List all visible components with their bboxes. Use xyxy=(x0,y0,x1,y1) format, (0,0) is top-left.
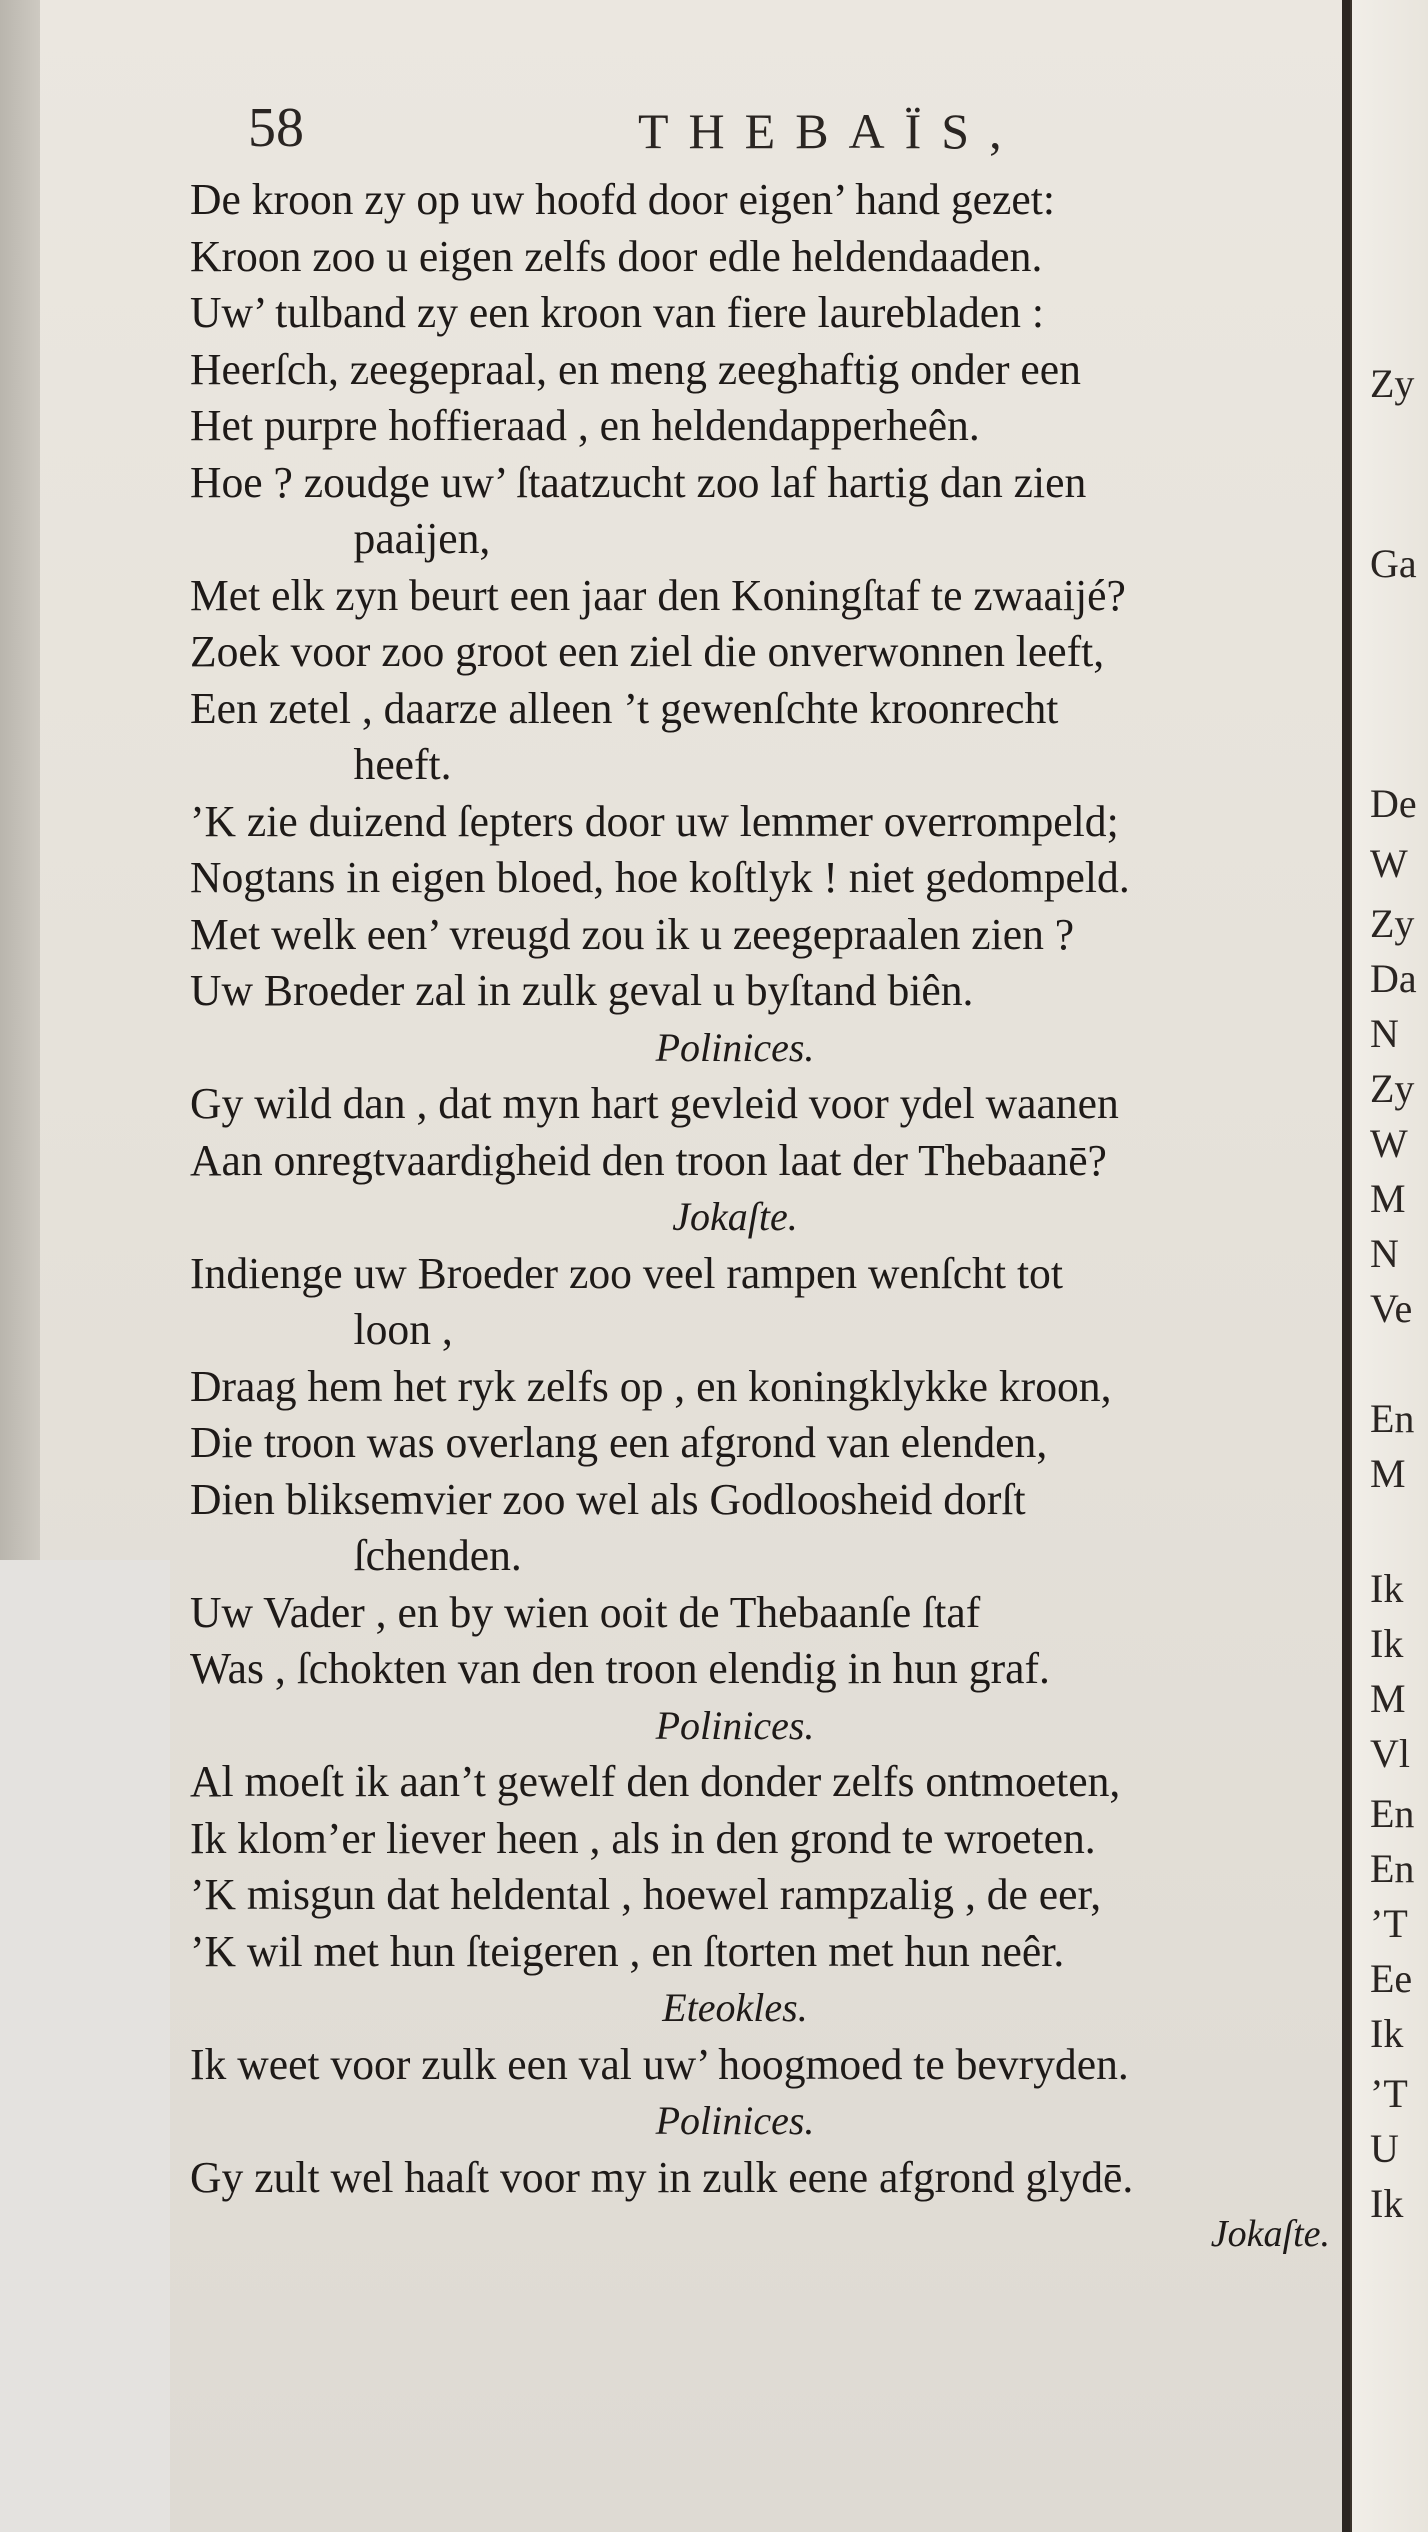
facing-page-fragment: Ik xyxy=(1370,2011,1404,2056)
facing-page-fragment: ’T xyxy=(1370,2071,1408,2116)
verse-line: Draag hem het ryk zelfs op , en koningklykke kroon, xyxy=(190,1361,1112,1411)
facing-page-fragment: N xyxy=(1370,1231,1399,1276)
facing-page-fragment: Da xyxy=(1370,956,1417,1001)
facing-page-fragment: En xyxy=(1370,1791,1415,1836)
facing-page-text xyxy=(1360,0,1428,2532)
verse-line: Een zetel , daarze alleen ’t gewenſchte kroonrecht xyxy=(190,683,1059,733)
facing-page-fragment: En xyxy=(1370,1846,1415,1891)
verse-line-continuation: ſchenden. xyxy=(353,1531,522,1580)
verse-line: Uw Vader , en by wien ooit de Thebaanſe ſtaf xyxy=(190,1587,981,1637)
facing-page-fragment: Zy xyxy=(1370,901,1415,946)
verse-line: De kroon zy op uw hoofd door eigen’ hand gezet: xyxy=(190,175,1055,224)
verse-line: Uw Broeder zal in zulk geval u byſtand biên. xyxy=(190,966,974,1015)
verse-line: Het purpre hoffieraad , en heldendapperheên. xyxy=(190,401,980,450)
verse-line: ’K misgun dat heldental , hoewel rampzalig , de eer, xyxy=(190,1870,1102,1919)
verse-line: Was , ſchokten van den troon elendig in hun graf. xyxy=(190,1644,1050,1693)
verse-line: Al moeſt ik aan’t gewelf den donder zelfs ontmoeten, xyxy=(190,1757,1121,1806)
page-number: 58 xyxy=(248,97,304,159)
facing-page-fragment: Zy xyxy=(1370,361,1415,406)
facing-page-fragment: Vl xyxy=(1370,1731,1410,1776)
facing-page-fragment: M xyxy=(1370,1451,1406,1496)
facing-page-fragment: Ik xyxy=(1370,1566,1404,1611)
verse-line: ’K wil met hun ſteigeren , en ſtorten met hun neêr. xyxy=(190,1926,1065,1976)
verse-line: Nogtans in eigen bloed, hoe koſtlyk ! niet gedompeld. xyxy=(190,853,1130,902)
speaker-name: Jokaſte. xyxy=(672,1194,798,1239)
facing-page-fragment: Ik xyxy=(1370,1621,1404,1666)
verse-line-continuation: heeft. xyxy=(353,740,452,789)
verse-line: Heerſch, zeegepraal, en meng zeeghaftig onder een xyxy=(190,344,1081,394)
facing-page-fragment: N xyxy=(1370,1011,1399,1056)
verse-line-continuation: loon , xyxy=(353,1305,453,1354)
verse-line: ’K zie duizend ſepters door uw lemmer overrompeld; xyxy=(190,796,1119,846)
verse-line: Uw’ tulband zy een kroon van fiere laurebladen : xyxy=(190,288,1044,337)
verse-line: Ik klom’er liever heen , als in den grond te wroeten. xyxy=(190,1813,1096,1863)
facing-page-fragment: W xyxy=(1370,841,1408,886)
verse-text xyxy=(190,172,1340,2263)
lower-left-background xyxy=(0,1560,170,2532)
facing-page-fragment: De xyxy=(1370,781,1417,826)
page-header xyxy=(248,96,1308,176)
verse-line: Hoe ? zoudge uw’ ſtaatzucht zoo laf hartig dan zien xyxy=(190,457,1087,507)
verse-line: Met welk een’ vreugd zou ik u zeegepraalen zien ? xyxy=(190,909,1075,959)
verse-line: Aan onregtvaardigheid den troon laat der Thebaanē? xyxy=(190,1135,1107,1185)
facing-page-fragment: Ee xyxy=(1370,1956,1413,2001)
verse-line: Kroon zoo u eigen zelfs door edle heldendaaden. xyxy=(190,231,1043,281)
verse-line-continuation: paaijen, xyxy=(353,514,491,563)
facing-page-fragment: U xyxy=(1370,2126,1399,2171)
facing-page-fragment: Ve xyxy=(1370,1286,1413,1331)
verse-line: Die troon was overlang een afgrond van elenden, xyxy=(190,1418,1048,1467)
verse-line: Dien bliksemvier zoo wel als Godloosheid dorſt xyxy=(190,1474,1026,1524)
facing-page-fragment: Ga xyxy=(1370,541,1417,586)
facing-page-fragment: ’T xyxy=(1370,1901,1408,1946)
facing-page-fragment: W xyxy=(1370,1121,1408,1166)
running-title: THEBAÏS, xyxy=(638,103,1022,159)
verse-line: Gy wild dan , dat myn hart gevleid voor ydel waanen xyxy=(190,1079,1119,1128)
facing-page-fragment: M xyxy=(1370,1176,1406,1221)
verse-line: Indienge uw Broeder zoo veel rampen wenſcht tot xyxy=(190,1248,1063,1298)
speaker-name: Polinices. xyxy=(655,2098,815,2143)
verse-line: Ik weet voor zulk een val uw’ hoogmoed te bevryden. xyxy=(190,2039,1129,2089)
speaker-name: Polinices. xyxy=(655,1702,815,1748)
catchword: Jokaſte. xyxy=(1210,2213,1330,2255)
speaker-name: Polinices. xyxy=(655,1024,815,1070)
facing-page-fragment: Ik xyxy=(1370,2181,1404,2226)
verse-line: Met elk zyn beurt een jaar den Koningſtaf te zwaaijé? xyxy=(190,570,1126,620)
facing-page-fragment: En xyxy=(1370,1396,1415,1441)
facing-page-fragment: Zy xyxy=(1370,1066,1415,1111)
verse-line: Gy zult wel haaſt voor my in zulk eene afgrond glydē. xyxy=(190,2152,1134,2202)
speaker-name: Eteokles. xyxy=(662,1985,808,2030)
verse-line: Zoek voor zoo groot een ziel die onverwonnen leeft, xyxy=(190,627,1105,676)
facing-page-fragment: M xyxy=(1370,1676,1406,1721)
